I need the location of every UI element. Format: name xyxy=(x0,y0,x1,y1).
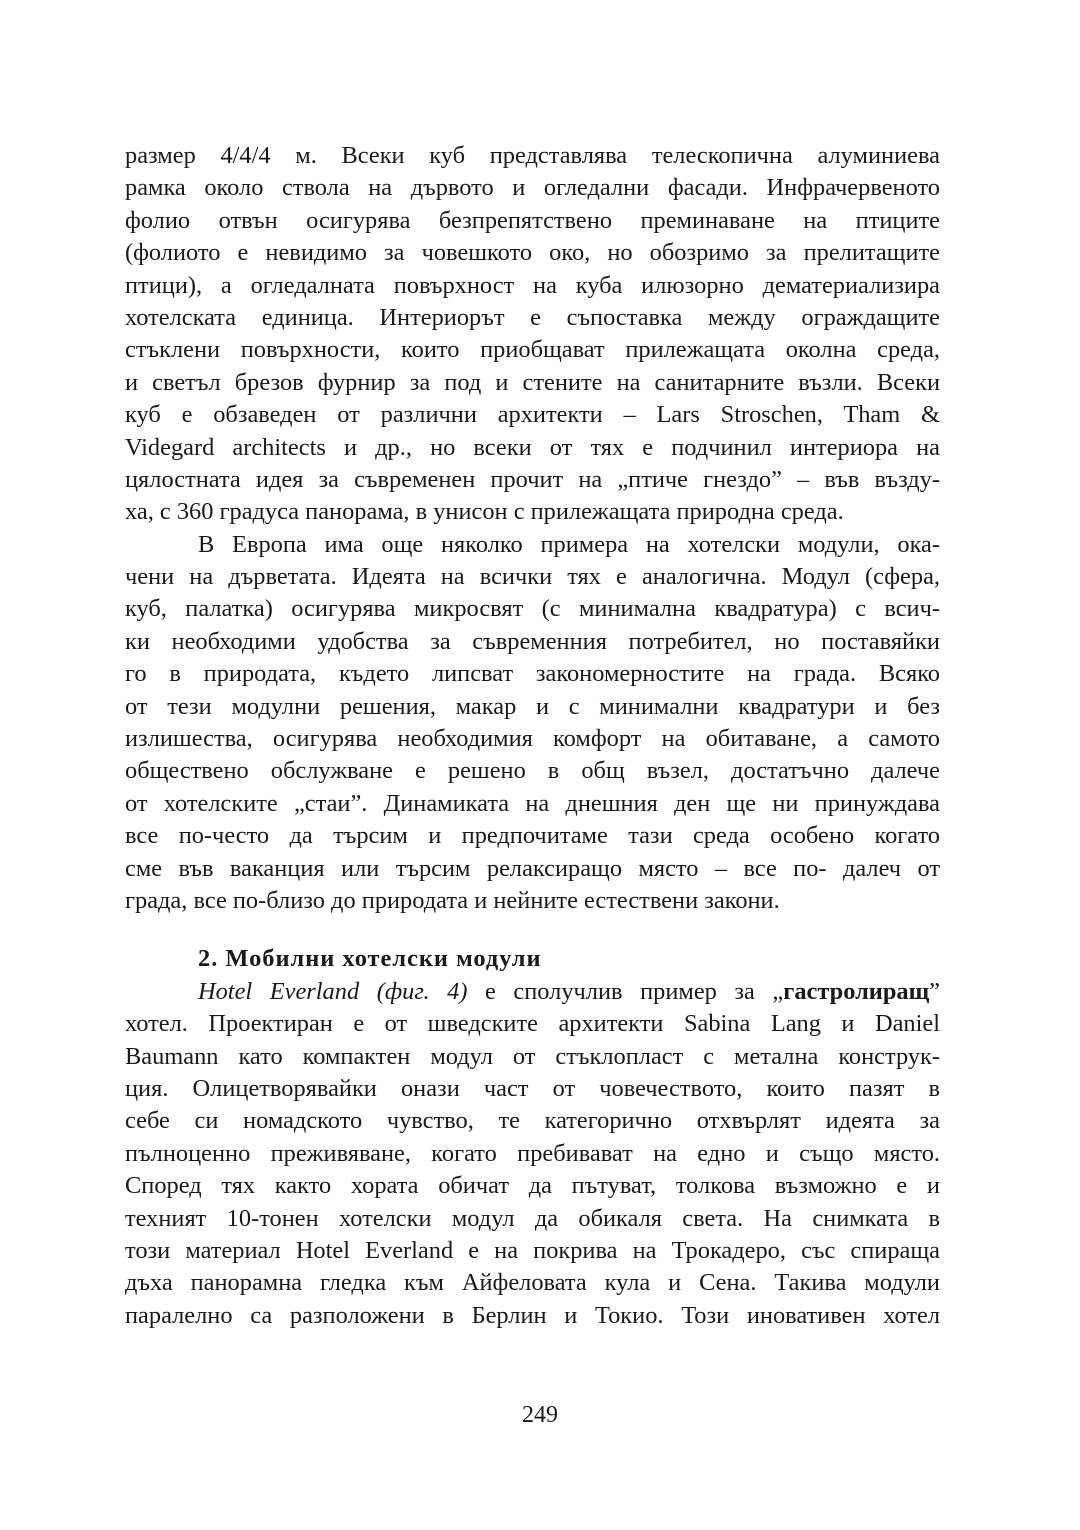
paragraph-2-line: ки необходими удобства за съвременния потребител, но поставяйки xyxy=(125,627,940,655)
paragraph-1-line: размер 4/4/4 м. Всеки куб представлява телескопична алуминиева xyxy=(125,142,940,169)
bold-term: гастролиращ xyxy=(783,977,930,1005)
paragraph-2-line: В Европа има още няколко примера на хотелски модули, ока- xyxy=(198,530,940,558)
paragraph-1-line: цялостната идея за съвременен прочит на „птиче гнездо” – във възду- xyxy=(125,465,940,493)
first-line-middle: е сполучлив пример за „ xyxy=(467,977,784,1005)
paragraph-1-line: Videgard architects и др., но всеки от тях е подчинил интериора на xyxy=(125,433,940,461)
paragraph-2-line: все по-често да търсим и предпочитаме тази среда особено когато xyxy=(125,822,940,850)
paragraph-3-line: техният 10-тонен хотелски модул да обикаля света. На снимката в xyxy=(125,1204,940,1232)
page-body xyxy=(125,140,940,1332)
paragraph-2-line: чени на дърветата. Идеята на всички тях е аналогична. Модул (сфера, xyxy=(125,563,940,591)
paragraph-1-line: ха, с 360 градуса панорама, в унисон с прилежащата природна среда. xyxy=(125,498,844,526)
paragraph-1-line: (фолиото е невидимо за човешкото око, но обозримо за прелитащите xyxy=(125,239,940,267)
paragraph-1-line: рамка около ствола на дървото и огледални фасади. Инфрачервеното xyxy=(125,174,940,202)
paragraph-3-line: Baumann като компактен модул от стъклопласт с метална конструк- xyxy=(125,1042,940,1070)
paragraph-3-line: Според тях както хората обичат да пътуват, толкова възможно е и xyxy=(125,1172,940,1200)
paragraph-2 xyxy=(125,529,940,918)
paragraph-2-line: излишества, осигурява необходимия комфорт на обитаване, а самото xyxy=(125,725,940,753)
paragraph-3-line: паралелно са разположени в Берлин и Токио. Този иновативен хотел xyxy=(125,1301,940,1329)
page-number: 249 xyxy=(522,1402,558,1428)
paragraph-1-line: фолио отвън осигурява безпрепятствено преминаване на птиците xyxy=(125,206,940,234)
paragraph-3-line: дъха панорамна гледка към Айфеловата кула и Сена. Такива модули xyxy=(125,1269,940,1297)
paragraph-1-line: и светъл брезов фурнир за под и стените на санитарните възли. Всеки xyxy=(125,368,940,396)
paragraph-1-line: куб е обзаведен от различни архитекти – Lars Stroschen, Tham & xyxy=(125,401,940,429)
paragraph-2-line: града, все по-близо до природата и нейните естествени закони. xyxy=(125,886,780,914)
paragraph-3-line: този материал Hotel Everland е на покрива на Трокадеро, със спираща xyxy=(125,1236,940,1264)
paragraph-3-first-line xyxy=(125,976,940,1008)
paragraph-2-line: от тези модулни решения, макар и с минимални квадратури и без xyxy=(125,692,940,720)
section-heading: 2. Мобилни хотелски модули xyxy=(198,945,542,973)
paragraph-1-line: птици), а огледалната повърхност на куба илюзорно дематериализира xyxy=(125,271,940,299)
first-line-end: ” xyxy=(929,977,940,1005)
paragraph-3 xyxy=(125,976,940,1332)
paragraph-2-line: от хотелските „стаи”. Динамиката на днешния ден ще ни принуждава xyxy=(125,789,940,817)
paragraph-2-line: обществено обслужване е решено в общ възел, достатъчно далече xyxy=(125,757,940,785)
paragraph-3-line: ция. Олицетворявайки онази част от човечеството, които пазят в xyxy=(125,1074,940,1102)
paragraph-1 xyxy=(125,140,940,529)
paragraph-1-line: стъклени повърхности, които приобщават прилежащата околна среда, xyxy=(125,336,940,364)
paragraph-2-line: го в природата, където липсват закономерностите на града. Всяко xyxy=(125,660,940,688)
paragraph-1-line: хотелската единица. Интериорът е съпоставка между ограждащите xyxy=(125,303,940,331)
section-gap xyxy=(125,917,940,943)
paragraph-3-line: хотел. Проектиран е от шведските архитекти Sabina Lang и Daniel xyxy=(125,1010,940,1038)
paragraph-3-line: себе си номадското чувство, те категорично отхвърлят идеята за xyxy=(125,1107,940,1135)
paragraph-2-line: куб, палатка) осигурява микросвят (с минимална квадратура) с всич- xyxy=(125,595,940,623)
paragraph-2-line: сме във ваканция или търсим релаксиращо място – все по- далеч от xyxy=(125,854,940,882)
hotel-name-italic: Hotel Everland (фиг. 4) xyxy=(198,977,468,1005)
paragraph-3-line: пълноценно преживяване, когато пребивават на едно и също място. xyxy=(125,1139,940,1167)
